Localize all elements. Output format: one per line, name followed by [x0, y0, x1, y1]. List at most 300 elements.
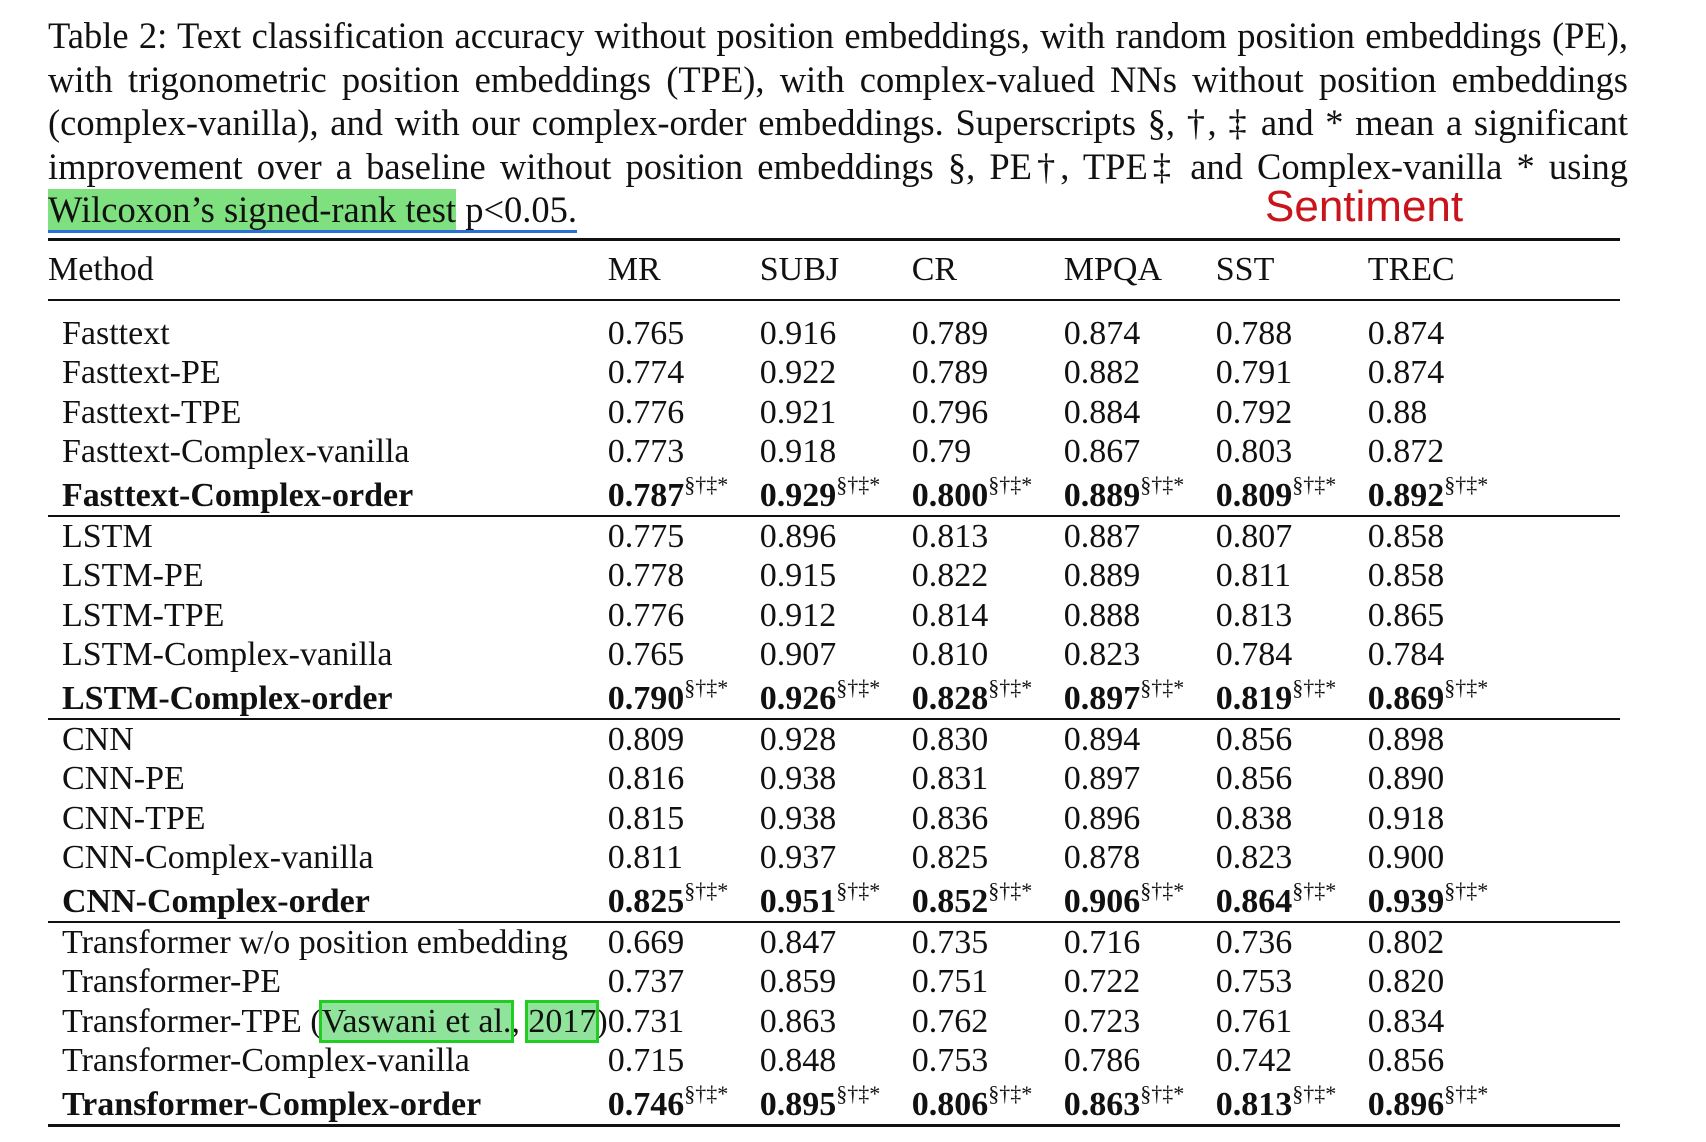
- value-cell: [608, 1001, 760, 1041]
- value-cell: [1064, 962, 1216, 1002]
- accuracy-value: 0.787: [607, 477, 685, 514]
- value-cell: [1368, 922, 1620, 962]
- table-row: [48, 719, 1620, 759]
- accuracy-value: 0.874: [1367, 314, 1445, 352]
- value-cell: [1216, 516, 1368, 556]
- value-cell: [1216, 300, 1368, 353]
- table-body: [48, 300, 1620, 1126]
- accuracy-value: 0.922: [759, 354, 837, 391]
- header-mr: MR: [607, 250, 661, 288]
- accuracy-value: 0.856: [1215, 720, 1293, 758]
- accuracy-value: 0.852: [911, 883, 989, 920]
- accuracy-value: 0.896: [1063, 799, 1141, 837]
- accuracy-value: 0.907: [759, 636, 837, 673]
- value-cell: [1216, 595, 1368, 635]
- accuracy-value: 0.864: [1215, 883, 1293, 920]
- method-cell: [48, 719, 608, 759]
- method-name: Fasttext: [62, 314, 170, 352]
- value-cell: [912, 516, 1064, 556]
- accuracy-value: 0.810: [911, 636, 989, 673]
- accuracy-value: 0.938: [759, 760, 837, 797]
- method-name: LSTM-Complex-order: [62, 680, 393, 717]
- accuracy-value: 0.803: [1215, 433, 1293, 470]
- accuracy-value: 0.784: [1367, 636, 1445, 673]
- table-row: [48, 1080, 1620, 1126]
- accuracy-value: 0.715: [607, 1042, 685, 1079]
- value-cell: [912, 300, 1064, 353]
- value-cell: [1216, 353, 1368, 393]
- table-row: [48, 595, 1620, 635]
- accuracy-value: 0.806: [911, 1086, 989, 1123]
- accuracy-value: 0.918: [1367, 799, 1445, 837]
- accuracy-value: 0.775: [607, 517, 685, 555]
- accuracy-value: 0.878: [1063, 839, 1141, 876]
- accuracy-value: 0.820: [1367, 963, 1445, 1000]
- value-cell: [608, 595, 760, 635]
- table-row: [48, 1001, 1620, 1041]
- value-cell: [912, 1001, 1064, 1041]
- accuracy-value: 0.836: [911, 799, 989, 837]
- accuracy-value: 0.788: [1215, 314, 1293, 352]
- accuracy-value: 0.716: [1063, 923, 1141, 961]
- accuracy-value: 0.790: [607, 680, 685, 717]
- value-cell: [1368, 1001, 1620, 1041]
- accuracy-value: 0.884: [1063, 393, 1141, 431]
- method-name: Fasttext-TPE: [62, 393, 242, 431]
- method-cell: [48, 471, 608, 516]
- accuracy-value: 0.737: [607, 963, 685, 1000]
- method-name: Transformer-TPE (: [62, 1002, 322, 1040]
- value-cell: [1216, 838, 1368, 878]
- value-cell: [760, 838, 912, 878]
- accuracy-value: 0.731: [607, 1002, 685, 1040]
- method-name: CNN-Complex-vanilla: [62, 839, 374, 876]
- significance-marks: §†‡*: [684, 675, 729, 700]
- accuracy-value: 0.819: [1215, 680, 1293, 717]
- value-cell: [760, 877, 912, 922]
- value-cell: [1064, 877, 1216, 922]
- table-row: [48, 838, 1620, 878]
- significance-marks: §†‡*: [684, 472, 729, 497]
- accuracy-value: 0.863: [759, 1002, 837, 1040]
- value-cell: [1064, 300, 1216, 353]
- value-cell: [1216, 392, 1368, 432]
- value-cell: [1368, 1080, 1620, 1126]
- table-row: [48, 392, 1620, 432]
- header-cr: CR: [911, 250, 958, 288]
- method-cell: [48, 759, 608, 799]
- value-cell: [608, 719, 760, 759]
- method-cell: [48, 1041, 608, 1081]
- accuracy-value: 0.928: [759, 720, 837, 758]
- accuracy-value: 0.736: [1215, 923, 1293, 961]
- significance-marks: §†‡*: [836, 878, 881, 903]
- method-cell: [48, 635, 608, 675]
- accuracy-value: 0.742: [1215, 1042, 1293, 1079]
- value-cell: [608, 1041, 760, 1081]
- value-cell: [760, 674, 912, 719]
- method-cell: [48, 300, 608, 353]
- table-row: [48, 353, 1620, 393]
- accuracy-value: 0.916: [759, 314, 837, 352]
- value-cell: [1064, 798, 1216, 838]
- value-cell: [760, 392, 912, 432]
- value-cell: [1368, 838, 1620, 878]
- method-cell: [48, 877, 608, 922]
- accuracy-value: 0.890: [1367, 760, 1445, 797]
- value-cell: [608, 516, 760, 556]
- significance-marks: §†‡*: [1140, 878, 1185, 903]
- method-name: Transformer-Complex-vanilla: [62, 1042, 470, 1079]
- sentiment-annotation: Sentiment: [1265, 182, 1464, 231]
- accuracy-value: 0.892: [1367, 477, 1445, 514]
- accuracy-value: 0.669: [607, 923, 685, 961]
- accuracy-value: 0.859: [759, 963, 837, 1000]
- value-cell: [1368, 516, 1620, 556]
- value-cell: [1368, 877, 1620, 922]
- method-name: Transformer-PE: [62, 963, 282, 1000]
- accuracy-value: 0.889: [1063, 557, 1141, 594]
- value-cell: [1064, 674, 1216, 719]
- accuracy-value: 0.753: [911, 1042, 989, 1079]
- accuracy-value: 0.823: [1063, 636, 1141, 673]
- method-cell: Transformer-TPE (Vaswani et al., 2017): [62, 1002, 608, 1040]
- accuracy-value: 0.786: [1063, 1042, 1141, 1079]
- value-cell: [912, 353, 1064, 393]
- accuracy-value: 0.722: [1063, 963, 1141, 1000]
- accuracy-value: 0.888: [1063, 596, 1141, 634]
- value-cell: [760, 759, 912, 799]
- accuracy-value: 0.828: [911, 680, 989, 717]
- accuracy-value: 0.951: [759, 883, 837, 920]
- value-cell: [1064, 1080, 1216, 1126]
- value-cell: [760, 556, 912, 596]
- header-subj: SUBJ: [759, 250, 840, 288]
- accuracy-value: 0.848: [759, 1042, 837, 1079]
- accuracy-value: 0.882: [1063, 354, 1141, 391]
- value-cell: [912, 392, 1064, 432]
- value-cell: [912, 635, 1064, 675]
- value-cell: [1216, 798, 1368, 838]
- value-cell: [608, 674, 760, 719]
- accuracy-value: 0.874: [1063, 314, 1141, 352]
- accuracy-value: 0.776: [607, 596, 685, 634]
- method-name: Fasttext-Complex-vanilla: [62, 433, 410, 470]
- method-cell: [48, 432, 608, 472]
- significance-marks: §†‡*: [1292, 472, 1337, 497]
- value-cell: [760, 1041, 912, 1081]
- value-cell: [608, 759, 760, 799]
- highlighted-test-name: Wilcoxon’s signed-rank test: [48, 189, 456, 233]
- value-cell: [760, 595, 912, 635]
- accuracy-value: 0.765: [607, 314, 685, 352]
- accuracy-value: 0.723: [1063, 1002, 1141, 1040]
- accuracy-value: 0.773: [607, 433, 685, 470]
- citation-link[interactable]: 2017: [528, 1002, 597, 1040]
- value-cell: [912, 877, 1064, 922]
- value-cell: [608, 471, 760, 516]
- header-trec: TREC: [1367, 250, 1455, 288]
- method-cell: [48, 556, 608, 596]
- value-cell: [1064, 471, 1216, 516]
- significance-marks: §†‡*: [1444, 472, 1489, 497]
- value-cell: [1216, 719, 1368, 759]
- accuracy-value: 0.897: [1063, 760, 1141, 797]
- value-cell: [1368, 392, 1620, 432]
- accuracy-value: 0.858: [1367, 517, 1445, 555]
- method-cell: [48, 922, 608, 962]
- value-cell: [1368, 471, 1620, 516]
- accuracy-value: 0.825: [911, 839, 989, 876]
- table-row: [48, 432, 1620, 472]
- value-cell: [1368, 300, 1620, 353]
- accuracy-value: 0.869: [1367, 680, 1445, 717]
- value-cell: [760, 719, 912, 759]
- method-cell: [48, 392, 608, 432]
- value-cell: [1216, 674, 1368, 719]
- value-cell: [608, 1080, 760, 1126]
- accuracy-value: 0.796: [911, 393, 989, 431]
- value-cell: [1064, 432, 1216, 472]
- method-cell: [48, 1080, 608, 1126]
- significance-marks: §†‡*: [836, 472, 881, 497]
- accuracy-value: 0.939: [1367, 883, 1445, 920]
- results-table: [48, 238, 1620, 1127]
- table-row: [48, 1041, 1620, 1081]
- value-cell: [1216, 432, 1368, 472]
- accuracy-value: 0.858: [1367, 557, 1445, 594]
- accuracy-value: 0.800: [911, 477, 989, 514]
- value-cell: [760, 1001, 912, 1041]
- method-cell: [48, 838, 608, 878]
- value-cell: [1064, 838, 1216, 878]
- value-cell: [912, 719, 1064, 759]
- value-cell: [1216, 635, 1368, 675]
- significance-marks: §†‡*: [1292, 675, 1337, 700]
- accuracy-value: 0.88: [1367, 393, 1428, 431]
- table-row: [48, 556, 1620, 596]
- table-row: [48, 635, 1620, 675]
- value-cell: [608, 877, 760, 922]
- method-name: Fasttext-Complex-order: [62, 477, 414, 514]
- method-name: Transformer-Complex-order: [62, 1086, 482, 1123]
- accuracy-value: 0.813: [911, 517, 989, 555]
- significance-marks: §†‡*: [988, 1081, 1033, 1106]
- method-cell: [48, 353, 608, 393]
- table-row: [48, 674, 1620, 719]
- method-cell: [48, 962, 608, 1002]
- accuracy-value: 0.778: [607, 557, 685, 594]
- significance-marks: §†‡*: [988, 878, 1033, 903]
- value-cell: [1368, 556, 1620, 596]
- accuracy-value: 0.809: [607, 720, 685, 758]
- accuracy-value: 0.918: [759, 433, 837, 470]
- caption-tail: p<0.05.: [456, 189, 577, 233]
- value-cell: [1064, 1041, 1216, 1081]
- value-cell: [1216, 962, 1368, 1002]
- accuracy-value: 0.856: [1367, 1042, 1445, 1079]
- value-cell: [912, 1041, 1064, 1081]
- value-cell: [1368, 635, 1620, 675]
- value-cell: [760, 635, 912, 675]
- accuracy-value: 0.889: [1063, 477, 1141, 514]
- value-cell: [1064, 516, 1216, 556]
- significance-marks: §†‡*: [1444, 878, 1489, 903]
- accuracy-value: 0.814: [911, 596, 989, 634]
- accuracy-value: 0.825: [607, 883, 685, 920]
- method-name: LSTM: [62, 517, 153, 555]
- accuracy-value: 0.789: [911, 314, 989, 352]
- value-cell: [1216, 556, 1368, 596]
- value-cell: [1064, 759, 1216, 799]
- value-cell: [608, 962, 760, 1002]
- method-cell: [48, 674, 608, 719]
- value-cell: [1064, 635, 1216, 675]
- value-cell: [912, 471, 1064, 516]
- accuracy-value: 0.926: [759, 680, 837, 717]
- value-cell: [760, 516, 912, 556]
- accuracy-value: 0.830: [911, 720, 989, 758]
- method-name: Transformer w/o position embedding: [62, 923, 568, 961]
- value-cell: [1368, 353, 1620, 393]
- value-cell: [912, 759, 1064, 799]
- value-cell: [1064, 392, 1216, 432]
- accuracy-value: 0.761: [1215, 1002, 1293, 1040]
- significance-marks: §†‡*: [1292, 878, 1337, 903]
- value-cell: [760, 798, 912, 838]
- accuracy-value: 0.79: [911, 433, 972, 470]
- value-cell: [608, 635, 760, 675]
- value-cell: [1064, 1001, 1216, 1041]
- value-cell: [608, 798, 760, 838]
- value-cell: [1064, 719, 1216, 759]
- accuracy-value: 0.792: [1215, 393, 1293, 431]
- significance-marks: §†‡*: [1140, 1081, 1185, 1106]
- method-name: CNN-TPE: [62, 799, 206, 837]
- value-cell: [1368, 962, 1620, 1002]
- significance-marks: §†‡*: [988, 675, 1033, 700]
- significance-marks: §†‡*: [836, 1081, 881, 1106]
- accuracy-value: 0.811: [607, 839, 683, 876]
- accuracy-value: 0.834: [1367, 1002, 1445, 1040]
- table-row: [48, 877, 1620, 922]
- significance-marks: §†‡*: [988, 472, 1033, 497]
- accuracy-value: 0.887: [1063, 517, 1141, 555]
- header-row: [48, 240, 1620, 300]
- method-name: LSTM-TPE: [62, 596, 225, 634]
- value-cell: [912, 432, 1064, 472]
- accuracy-value: 0.897: [1063, 680, 1141, 717]
- accuracy-value: 0.895: [759, 1086, 837, 1123]
- value-cell: [1216, 922, 1368, 962]
- header-sst: SST: [1215, 250, 1275, 288]
- value-cell: [912, 962, 1064, 1002]
- caption-text: Table 2: Text classification accuracy without position embeddings, with random position embeddings (PE), with trigonometric position embeddings (TPE), with complex-valued NNs without position embeddings (complex-vanilla), and with our complex-order embeddings. Superscripts §, †, ‡ and * mean a significant improvement over a baseline without position embeddings §, PE†, TPE‡ and Complex-vanilla * using: [48, 15, 1628, 187]
- accuracy-value: 0.874: [1367, 354, 1445, 391]
- value-cell: [912, 556, 1064, 596]
- accuracy-value: 0.802: [1367, 923, 1445, 961]
- accuracy-value: 0.746: [607, 1086, 685, 1123]
- accuracy-value: 0.813: [1215, 1086, 1293, 1123]
- method-name: LSTM-PE: [62, 557, 204, 594]
- value-cell: [912, 922, 1064, 962]
- accuracy-value: 0.938: [759, 799, 837, 837]
- value-cell: [1216, 877, 1368, 922]
- value-cell: [760, 432, 912, 472]
- table-row: [48, 300, 1620, 353]
- accuracy-value: 0.894: [1063, 720, 1141, 758]
- value-cell: [1216, 759, 1368, 799]
- value-cell: [1368, 432, 1620, 472]
- accuracy-value: 0.823: [1215, 839, 1293, 876]
- accuracy-value: 0.815: [607, 799, 685, 837]
- accuracy-value: 0.816: [607, 760, 685, 797]
- accuracy-value: 0.847: [759, 923, 837, 961]
- value-cell: [760, 300, 912, 353]
- accuracy-value: 0.912: [759, 596, 837, 634]
- accuracy-value: 0.863: [1063, 1086, 1141, 1123]
- value-cell: [1368, 719, 1620, 759]
- value-cell: [912, 798, 1064, 838]
- accuracy-value: 0.929: [759, 477, 837, 514]
- accuracy-value: 0.813: [1215, 596, 1293, 634]
- method-cell: [48, 798, 608, 838]
- accuracy-value: 0.872: [1367, 433, 1445, 470]
- value-cell: [1064, 353, 1216, 393]
- accuracy-value: 0.900: [1367, 839, 1445, 876]
- accuracy-value: 0.867: [1063, 433, 1141, 470]
- accuracy-value: 0.751: [911, 963, 989, 1000]
- significance-marks: §†‡*: [1140, 472, 1185, 497]
- value-cell: [912, 674, 1064, 719]
- accuracy-value: 0.784: [1215, 636, 1293, 673]
- accuracy-value: 0.809: [1215, 477, 1293, 514]
- accuracy-value: 0.921: [759, 393, 837, 431]
- value-cell: [760, 353, 912, 393]
- significance-marks: §†‡*: [1444, 675, 1489, 700]
- method-name: CNN-Complex-order: [62, 883, 370, 920]
- table-row: [48, 962, 1620, 1002]
- value-cell: [912, 838, 1064, 878]
- significance-marks: §†‡*: [1444, 1081, 1489, 1106]
- accuracy-value: 0.811: [1215, 557, 1291, 594]
- significance-marks: §†‡*: [836, 675, 881, 700]
- accuracy-value: 0.776: [607, 393, 685, 431]
- accuracy-value: 0.896: [759, 517, 837, 555]
- value-cell: [608, 838, 760, 878]
- accuracy-value: 0.753: [1215, 963, 1293, 1000]
- accuracy-value: 0.807: [1215, 517, 1293, 555]
- value-cell: [912, 1080, 1064, 1126]
- value-cell: [1368, 798, 1620, 838]
- table-row: [48, 471, 1620, 516]
- accuracy-value: 0.896: [1367, 1086, 1445, 1123]
- method-cell: [48, 595, 608, 635]
- value-cell: [1216, 1001, 1368, 1041]
- significance-marks: §†‡*: [1140, 675, 1185, 700]
- value-cell: [760, 471, 912, 516]
- value-cell: [608, 922, 760, 962]
- citation-link[interactable]: Vaswani et al.: [321, 1002, 512, 1040]
- value-cell: [1368, 674, 1620, 719]
- value-cell: [1216, 471, 1368, 516]
- value-cell: [1216, 1080, 1368, 1126]
- accuracy-value: 0.937: [759, 839, 837, 876]
- accuracy-value: 0.762: [911, 1002, 989, 1040]
- significance-marks: §†‡*: [684, 878, 729, 903]
- header-mpqa: MPQA: [1063, 250, 1162, 288]
- accuracy-value: 0.865: [1367, 596, 1445, 634]
